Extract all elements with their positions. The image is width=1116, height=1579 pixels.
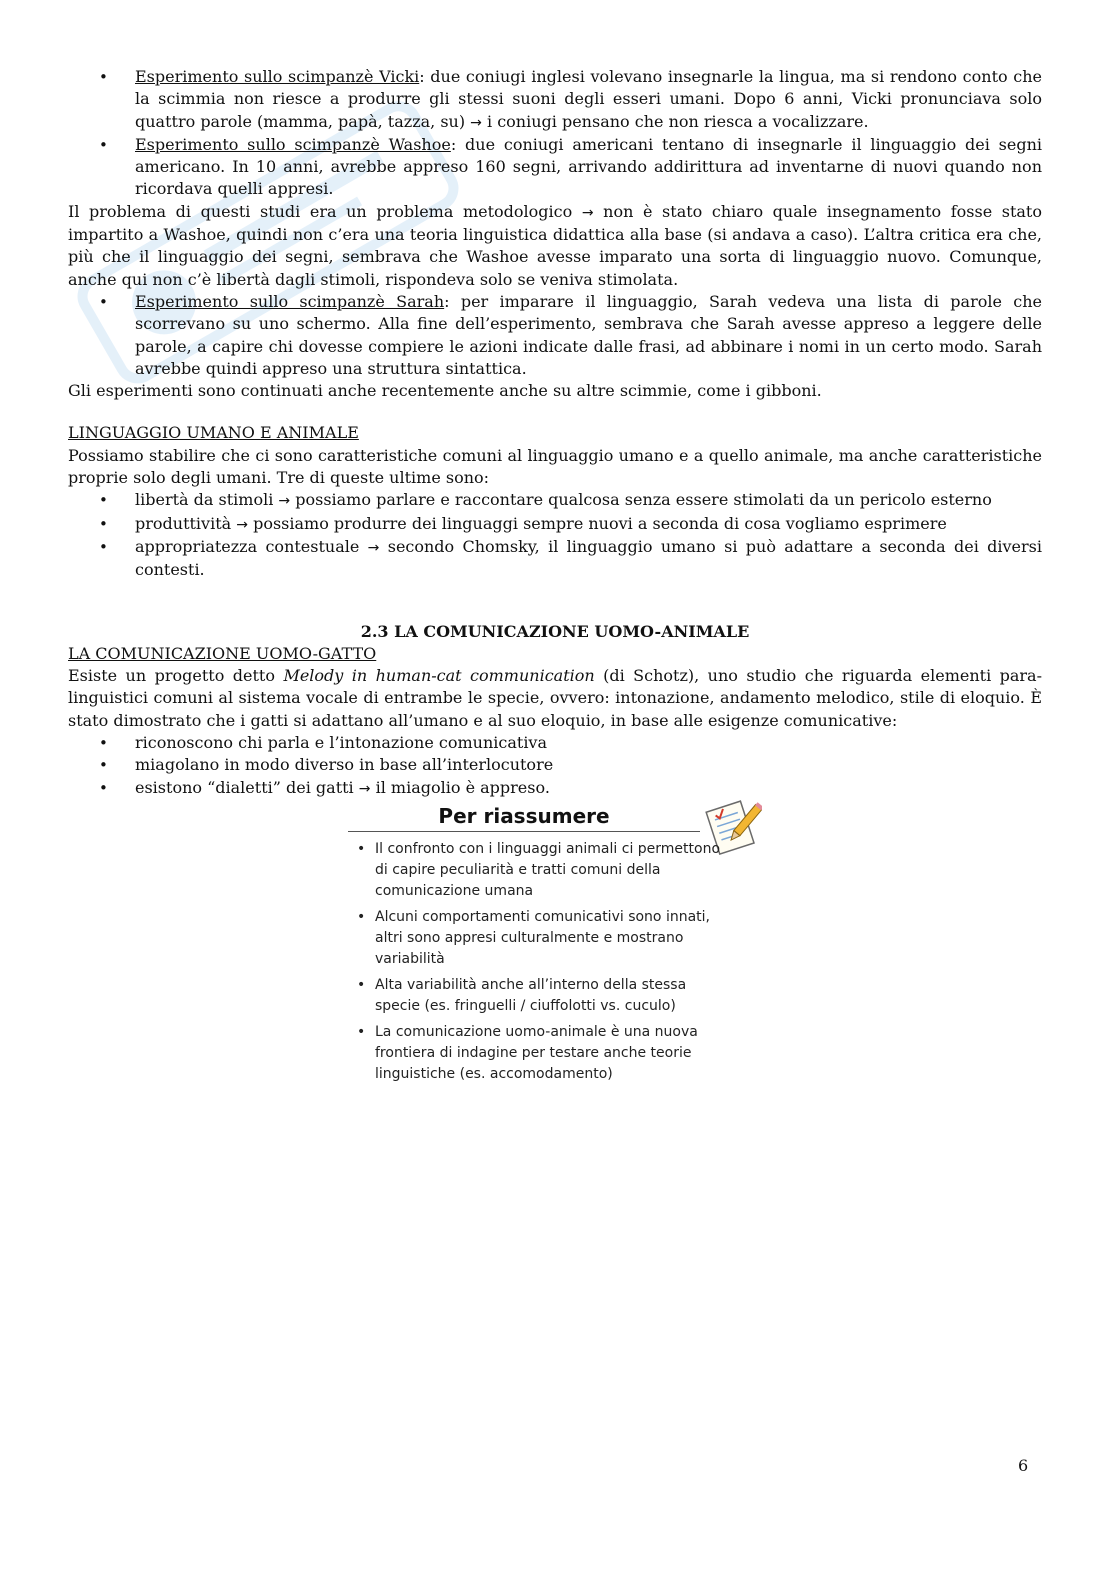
section-title: 2.3 LA COMUNICAZIONE UOMO-ANIMALE bbox=[360, 621, 750, 641]
paragraph-text: Esiste un progetto detto bbox=[68, 666, 284, 686]
arrow-icon: → bbox=[278, 493, 291, 510]
trait-term: appropriatezza contestuale bbox=[135, 536, 368, 556]
experiment-list bbox=[68, 66, 1042, 201]
arrow-icon: → bbox=[236, 516, 248, 533]
list-item: • miagolano in modo diverso in base all’interlocutore bbox=[68, 754, 1042, 776]
trait-desc: secondo Chomsky, il linguaggio umano si può adattare a seconda dei diversi contesti. bbox=[135, 536, 1043, 580]
list-item-text: il miagolio è appreso. bbox=[370, 777, 550, 797]
cat-list bbox=[68, 732, 1042, 800]
experiment-title: Esperimento sullo scimpanzè Sarah bbox=[135, 291, 445, 311]
experiment-text: : due coniugi inglesi volevano insegnarle la lingua, ma si rendono conto che la scimmia non riesce a produrre gli stessi suoni degli esseri umani. Dopo 6 anni, Vicki pronunciava solo quattro parole (mamma, papà, tazza, su) bbox=[135, 67, 1043, 131]
section-subheading: LA COMUNICAZIONE UOMO-GATTO bbox=[68, 643, 377, 663]
experiment-sarah bbox=[68, 291, 1042, 380]
list-item bbox=[68, 777, 1042, 800]
summary-title: Per riassumere bbox=[438, 804, 610, 828]
summary-item: • Alcuni comportamenti comunicativi sono innati, altri sono appresi culturalmente e mostrano variabilità bbox=[348, 907, 728, 970]
paragraph-text: (di Schotz), uno studio che riguarda elementi para-linguistici comuni al sistema vocale di entrambe le specie, ovvero: intonazione, andamento melodico, stile di eloquio. È stato dimostrato che i gatti si adattano all’umano e al suo eloquio, in base alle esigenze comunicative: bbox=[68, 666, 1043, 730]
document-body bbox=[68, 66, 1042, 800]
trait-term: libertà da stimoli bbox=[135, 490, 279, 510]
arrow-icon: → bbox=[470, 114, 482, 131]
gibbons-paragraph: Gli esperimenti sono continuati anche recentemente anche su altre scimmie, come i gibboni. bbox=[68, 381, 822, 401]
project-name: Melody in human-cat communication bbox=[283, 666, 595, 686]
human-animal-heading: LINGUAGGIO UMANO E ANIMALE bbox=[68, 423, 359, 443]
page-number: 6 bbox=[1018, 1456, 1029, 1475]
trait-desc: possiamo produrre dei linguaggi sempre nuovi a seconda di cosa vogliamo esprimere bbox=[248, 513, 947, 533]
list-item bbox=[68, 489, 1042, 512]
paragraph-text: non è stato chiaro quale insegnamento fosse stato impartito a Washoe, quindi non c’era una teoria linguistica didattica alla base (si andava a caso). L’altra critica era che, più che il linguaggio dei segni, sembrava che Washoe avesse imparato una sorta di linguaggio nuovo. Comunque, anche qui non c’è libertà dagli stimoli, rispondeva solo se veniva stimolata. bbox=[68, 201, 1042, 289]
washoe-critique-paragraph bbox=[68, 201, 1042, 291]
arrow-icon: → bbox=[358, 780, 371, 797]
list-item bbox=[68, 536, 1042, 582]
summary-item: • Alta variabilità anche all’interno della stessa specie (es. fringuelli / ciuffolotti vs. cuculo) bbox=[348, 975, 728, 1017]
experiment-text: : due coniugi americani tentano di insegnarle il linguaggio dei segni americano. In 10 anni, avrebbe appreso 160 segni, arrivando addirittura ad inventarne di nuovi quando non ricordava quelli appresi. bbox=[135, 134, 1043, 199]
summary-list bbox=[348, 839, 728, 1090]
trait-desc: possiamo parlare e raccontare qualcosa senza essere stimolati da un pericolo esterno bbox=[290, 490, 992, 510]
summary-item: • Il confronto con i linguaggi animali ci permettono di capire peculiarità e tratti comuni della comunicazione umana bbox=[348, 839, 728, 902]
experiment-text: : per imparare il linguaggio, Sarah vedeva una lista di parole che scorrevano su uno schermo. Alla fine dell’esperimento, sembrava che Sarah avesse appreso a leggere delle parole, a capire chi dovesse compiere le azioni indicate dalle frasi, ad abbinare i nomi in un certo modo. Sarah avrebbe quindi appreso una struttura sintattica. bbox=[135, 291, 1043, 378]
summary-divider bbox=[348, 831, 700, 832]
experiment-title: Esperimento sullo scimpanzè Vicki bbox=[135, 67, 420, 86]
arrow-icon: → bbox=[581, 204, 594, 221]
trait-term: produttività bbox=[135, 513, 237, 533]
human-animal-intro: Possiamo stabilire che ci sono caratteristiche comuni al linguaggio umano e a quello animale, ma anche caratteristiche proprie solo degli umani. Tre di queste ultime sono: bbox=[68, 445, 1042, 488]
arrow-icon: → bbox=[367, 539, 380, 556]
experiment-vicki bbox=[68, 66, 1042, 134]
list-item bbox=[68, 513, 1042, 536]
section-intro bbox=[68, 665, 1042, 732]
list-item-text: esistono “dialetti” dei gatti bbox=[135, 777, 359, 797]
experiment-title: Esperimento sullo scimpanzè Washoe bbox=[135, 134, 451, 154]
list-item: • riconoscono chi parla e l’intonazione comunicativa bbox=[68, 732, 1042, 754]
experiment-list-sarah bbox=[68, 291, 1042, 380]
human-traits-list bbox=[68, 489, 1042, 581]
summary-item: • La comunicazione uomo-animale è una nuova frontiera di indagine per testare anche teorie linguistiche (es. accomodamento) bbox=[348, 1022, 728, 1085]
paragraph-text: Il problema di questi studi era un problema metodologico bbox=[68, 201, 582, 221]
experiment-text: i coniugi pensano che non riesca a vocalizzare. bbox=[481, 111, 869, 131]
experiment-washoe bbox=[68, 134, 1042, 201]
